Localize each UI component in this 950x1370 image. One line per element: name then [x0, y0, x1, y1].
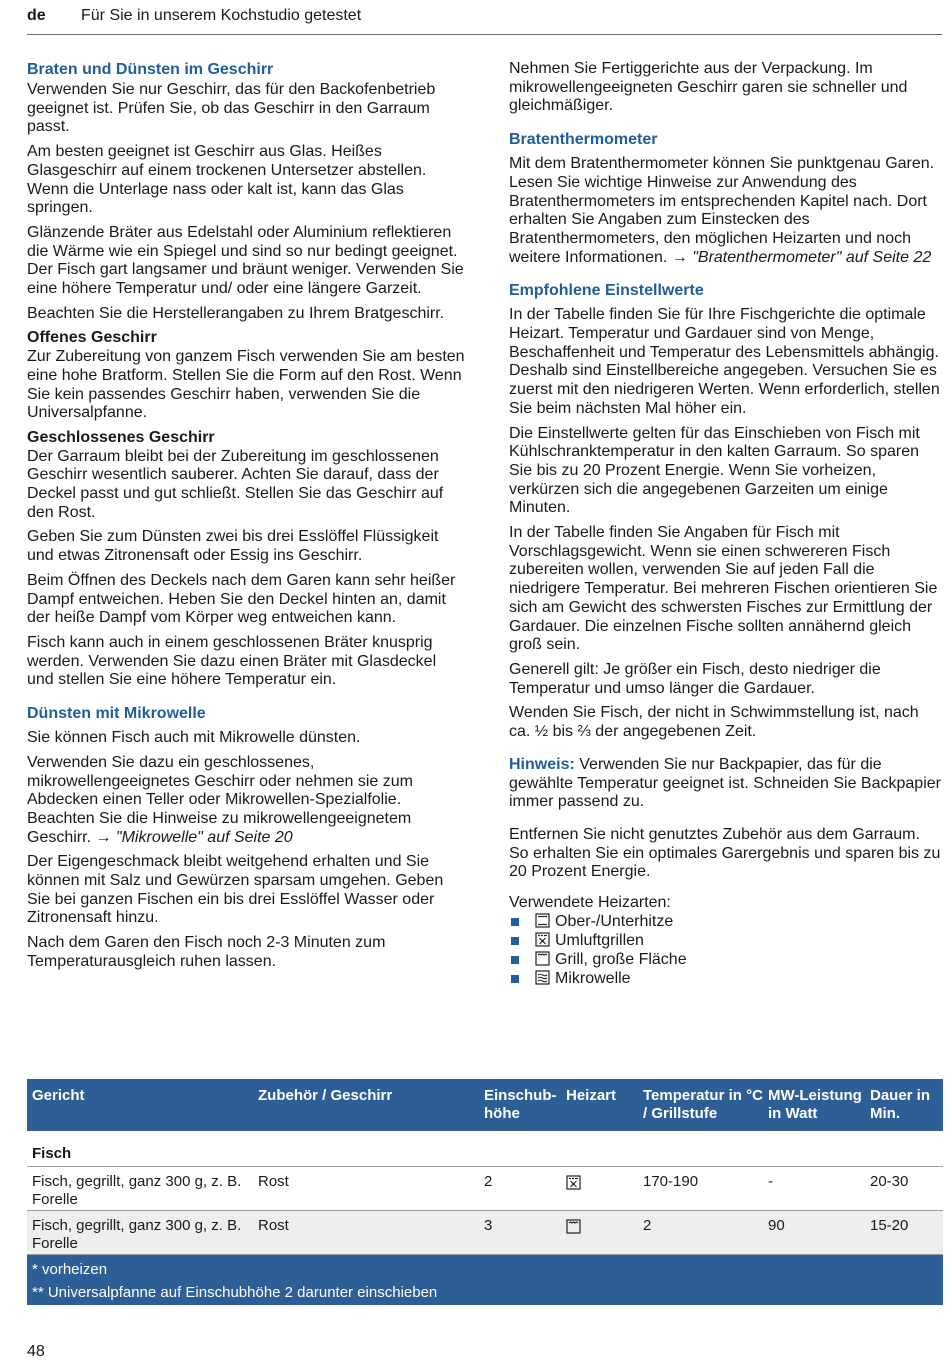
section-heading-braten: Braten und Dünsten im Geschirr	[27, 61, 274, 78]
bullet-square-icon	[511, 937, 519, 945]
column-header-temperatur	[643, 1087, 763, 1123]
cell-dauer: 20-30	[870, 1173, 909, 1190]
header-line: Temperatur in °C	[643, 1087, 763, 1104]
chapter-title: Für Sie in unserem Kochstudio getestet	[81, 7, 362, 24]
left-column	[27, 60, 465, 978]
cell-line: Forelle	[32, 1191, 78, 1208]
paragraph: Beim Öffnen des Deckels nach dem Garen kann sehr heißer Dampf entweichen. Heben Sie den Deckel hinten an, damit der heiße Dampf vom Körper weg entweichen kann.	[27, 571, 456, 627]
cell-heizart	[566, 1173, 581, 1195]
arrow-right-icon: →	[95, 828, 112, 846]
geschlossenes-geschirr-block	[27, 429, 465, 523]
offenes-geschirr-block	[27, 329, 465, 423]
footnote: * vorheizen	[32, 1261, 108, 1278]
paragraph: Sie können Fisch auch mit Mikrowelle dünsten.	[27, 729, 361, 747]
language-code: de	[27, 7, 46, 24]
convection-grill-icon	[535, 932, 550, 947]
paragraph-with-reference	[27, 754, 465, 848]
microwave-icon	[535, 970, 550, 985]
header-line: Dauer in	[870, 1087, 931, 1104]
column-header-mw-leistung	[768, 1087, 862, 1123]
cross-reference-link[interactable]: "Bratenthermometer" auf Seite 22	[692, 248, 932, 266]
header-line: MW-Leistung	[768, 1087, 862, 1104]
list-item	[509, 970, 942, 989]
list-item-label: Ober-/Unterhitze	[555, 912, 674, 930]
convection-grill-icon	[566, 1175, 581, 1190]
header-line: Einschub-	[484, 1087, 557, 1104]
paragraph: Beachten Sie die Herstellerangaben zu Ihrem Bratgeschirr.	[27, 304, 445, 322]
section-heading-duensten: Dünsten mit Mikrowelle	[27, 705, 206, 723]
hinweis-note	[509, 756, 942, 812]
column-header-heizart: Heizart	[566, 1087, 617, 1104]
paragraph: Entfernen Sie nicht genutztes Zubehör aus dem Garraum. So erhalten Sie ein optimales Garergebnis und sparen bis zu 20 Prozent Energie.	[509, 825, 941, 881]
paragraph-text: Zur Zubereitung von ganzem Fisch verwenden Sie am besten eine hohe Bratform. Stellen Sie die Form auf den Rost. Wenn Sie kein passendes Geschirr haben, verwenden Sie die Universalpfanne.	[27, 348, 465, 422]
list-item	[509, 913, 942, 932]
list-item-label: Umluftgrillen	[555, 931, 644, 949]
heating-modes-title: Verwendete Heizarten:	[509, 894, 671, 912]
table-header	[27, 1079, 943, 1131]
cell-zubehoer: Rost	[258, 1217, 289, 1234]
subheading-geschlossenes-geschirr: Geschlossenes Geschirr	[27, 428, 215, 446]
list-item-label: Grill, große Fläche	[555, 950, 687, 968]
bullet-square-icon	[511, 918, 519, 926]
paragraph: Glänzende Bräter aus Edelstahl oder Aluminium reflektieren die Wärme wie ein Spiegel und sind so nur bedingt geeignet. Der Fisch gart langsamer und bräunt weniger. Verwenden Sie eine höhere Temperatur und/ oder eine längere Garzeit.	[27, 223, 464, 298]
paragraph-text: Mit dem Bratenthermometer können Sie punktgenau Garen. Lesen Sie wichtige Hinweise zur Anwendung des Bratenthermometers im entsprechenden Kapitel nach. Dort erhalten Sie Angaben zum Einstecken des Bratenthermometers, den möglichen Heizarten und noch weitere Informationen.	[509, 155, 935, 266]
paragraph: Generell gilt: Je größer ein Fisch, desto niedriger die Temperatur und umso länger die Gardauer.	[509, 660, 881, 697]
cross-reference-link[interactable]: "Mikrowelle" auf Seite 20	[115, 828, 293, 846]
category-label: Fisch	[32, 1145, 72, 1162]
column-header-einschubhoehe	[484, 1087, 557, 1123]
section-heading-einstellwerte: Empfohlene Einstellwerte	[509, 282, 704, 300]
header-line: / Grillstufe	[643, 1105, 718, 1122]
cell-temperatur: 170-190	[643, 1173, 699, 1190]
list-item-label: Mikrowelle	[555, 969, 631, 987]
cell-einschubhoehe: 3	[484, 1217, 493, 1234]
list-item	[509, 951, 942, 970]
bullet-square-icon	[511, 956, 519, 964]
paragraph: Am besten geeignet ist Geschirr aus Glas. Heißes Glasgeschirr auf einem trockenen Untersetzer abstellen. Wenn die Unterlage nass oder kalt ist, kann das Glas springen.	[27, 143, 427, 217]
column-header-gericht: Gericht	[32, 1087, 85, 1104]
cell-dauer: 15-20	[870, 1217, 909, 1234]
cell-line: Fisch, gegrillt, ganz 300 g, z. B.	[32, 1173, 242, 1190]
column-header-zubehoer: Zubehör / Geschirr	[258, 1087, 393, 1104]
paragraph: In der Tabelle finden Sie Angaben für Fisch mit Vorschlagsgewicht. Wenn sie einen schwereren Fisch zubereiten wollen, verwenden Sie auf jeden Fall die niedrigere Temperatur. Bei mehreren Fischen orientieren Sie sich am Gewicht des schwersten Fisches zur Ermittlung der Gardauer. Die einzelnen Fische sollten annähernd gleich groß sein.	[509, 524, 938, 654]
header-line: in Watt	[768, 1105, 818, 1122]
cell-gericht	[32, 1217, 252, 1253]
paragraph: Fisch kann auch in einem geschlossenen Bräter knusprig werden. Verwenden Sie dazu einen Bräter mit Glasdeckel und stellen Sie eine höhere Temperatur ein.	[27, 633, 437, 689]
cell-heizart	[566, 1217, 581, 1239]
paragraph-text: Verwenden Sie dazu ein geschlossenes, mikrowellengeeignetes Geschirr oder nehmen sie zum Abdecken einen Teller oder Mikrowellen-Spezialfolie. Beachten Sie die Hinweise zu mikrowellengeeignetem Geschirr.	[27, 753, 413, 846]
right-column	[509, 60, 942, 989]
page-number: 48	[27, 1343, 45, 1360]
settings-table	[27, 1079, 943, 1305]
table-row	[27, 1211, 943, 1255]
header-line: Min.	[870, 1105, 900, 1122]
cell-line: Forelle	[32, 1235, 78, 1252]
grill-large-icon	[535, 951, 550, 966]
footnote: ** Universalpfanne auf Einschubhöhe 2 darunter einschieben	[32, 1284, 438, 1301]
cell-einschubhoehe: 2	[484, 1173, 493, 1190]
paragraph: Geben Sie zum Dünsten zwei bis drei Esslöffel Flüssigkeit und etwas Zitronensaft oder Essig ins Geschirr.	[27, 528, 439, 565]
grill-large-icon	[566, 1219, 581, 1234]
table-row	[27, 1167, 943, 1211]
header-divider	[27, 34, 942, 35]
cell-zubehoer: Rost	[258, 1173, 289, 1190]
header-line: höhe	[484, 1105, 520, 1122]
column-header-dauer	[870, 1087, 930, 1123]
cell-line: Fisch, gegrillt, ganz 300 g, z. B.	[32, 1217, 242, 1234]
paragraph: Verwenden Sie nur Geschirr, das für den Backofenbetrieb geeignet ist. Prüfen Sie, ob das Geschirr in den Garraum passt.	[27, 81, 436, 136]
cell-gericht	[32, 1173, 252, 1209]
subheading-offenes-geschirr: Offenes Geschirr	[27, 329, 157, 347]
paragraph: Die Einstellwerte gelten für das Einschieben von Fisch mit Kühlschranktemperatur in den kalten Garraum. So sparen Sie bis zu 20 Prozent Energie. Wenn Sie vorheizen, verkürzen sich die angegebenen Garzeiten um einige Minuten.	[509, 424, 920, 517]
paragraph: Nehmen Sie Fertiggerichte aus der Verpackung. Im mikrowellengeeigneten Geschirr garen sie schneller und gleichmäßiger.	[509, 60, 908, 115]
paragraph: Nach dem Garen den Fisch noch 2-3 Minuten zum Temperaturausgleich ruhen lassen.	[27, 934, 386, 970]
hinweis-text: Verwenden Sie nur Backpapier, das für die gewählte Temperatur geeignet ist. Schneiden Sie Backpapier immer passend zu.	[509, 755, 941, 811]
paragraph: In der Tabelle finden Sie für Ihre Fischgerichte die optimale Heizart. Temperatur und Gardauer sind von Menge, Beschaffenheit und Temperatur des Lebensmittels abhängig. Deshalb sind Einstellbereiche angegeben. Versuchen Sie es zuerst mit den niedrigeren Werten. Wenn erforderlich, stellen Sie beim nächsten Mal höher ein.	[509, 306, 940, 417]
arrow-right-icon: →	[671, 248, 688, 266]
paragraph: Der Eigengeschmack bleibt weitgehend erhalten und Sie können mit Salz und Gewürzen sparsam umgehen. Geben Sie bei ganzen Fischen ein bis drei Esslöffel Wasser oder Zitronensaft hinzu.	[27, 853, 444, 927]
hinweis-label: Hinweis:	[509, 755, 575, 773]
section-heading-bratenthermometer: Bratenthermometer	[509, 131, 658, 149]
cell-mw-leistung: 90	[768, 1217, 785, 1234]
top-bottom-heat-icon	[535, 913, 550, 928]
paragraph-text: Der Garraum bleibt bei der Zubereitung im geschlossenen Geschirr wesentlich sauberer. Achten Sie darauf, dass der Deckel passt und gut schließt. Stellen Sie das Geschirr auf den Rost.	[27, 447, 444, 521]
heating-modes-list	[509, 913, 942, 989]
cell-temperatur: 2	[643, 1217, 652, 1234]
table-footnotes	[27, 1255, 943, 1305]
list-item	[509, 932, 942, 951]
table-category-row	[27, 1131, 943, 1167]
paragraph-with-reference	[509, 155, 942, 267]
bullet-square-icon	[511, 975, 519, 983]
paragraph: Wenden Sie Fisch, der nicht in Schwimmstellung ist, nach ca. ½ bis ⅔ der angegebenen Zeit.	[509, 704, 919, 741]
cell-mw-leistung: -	[768, 1173, 773, 1190]
